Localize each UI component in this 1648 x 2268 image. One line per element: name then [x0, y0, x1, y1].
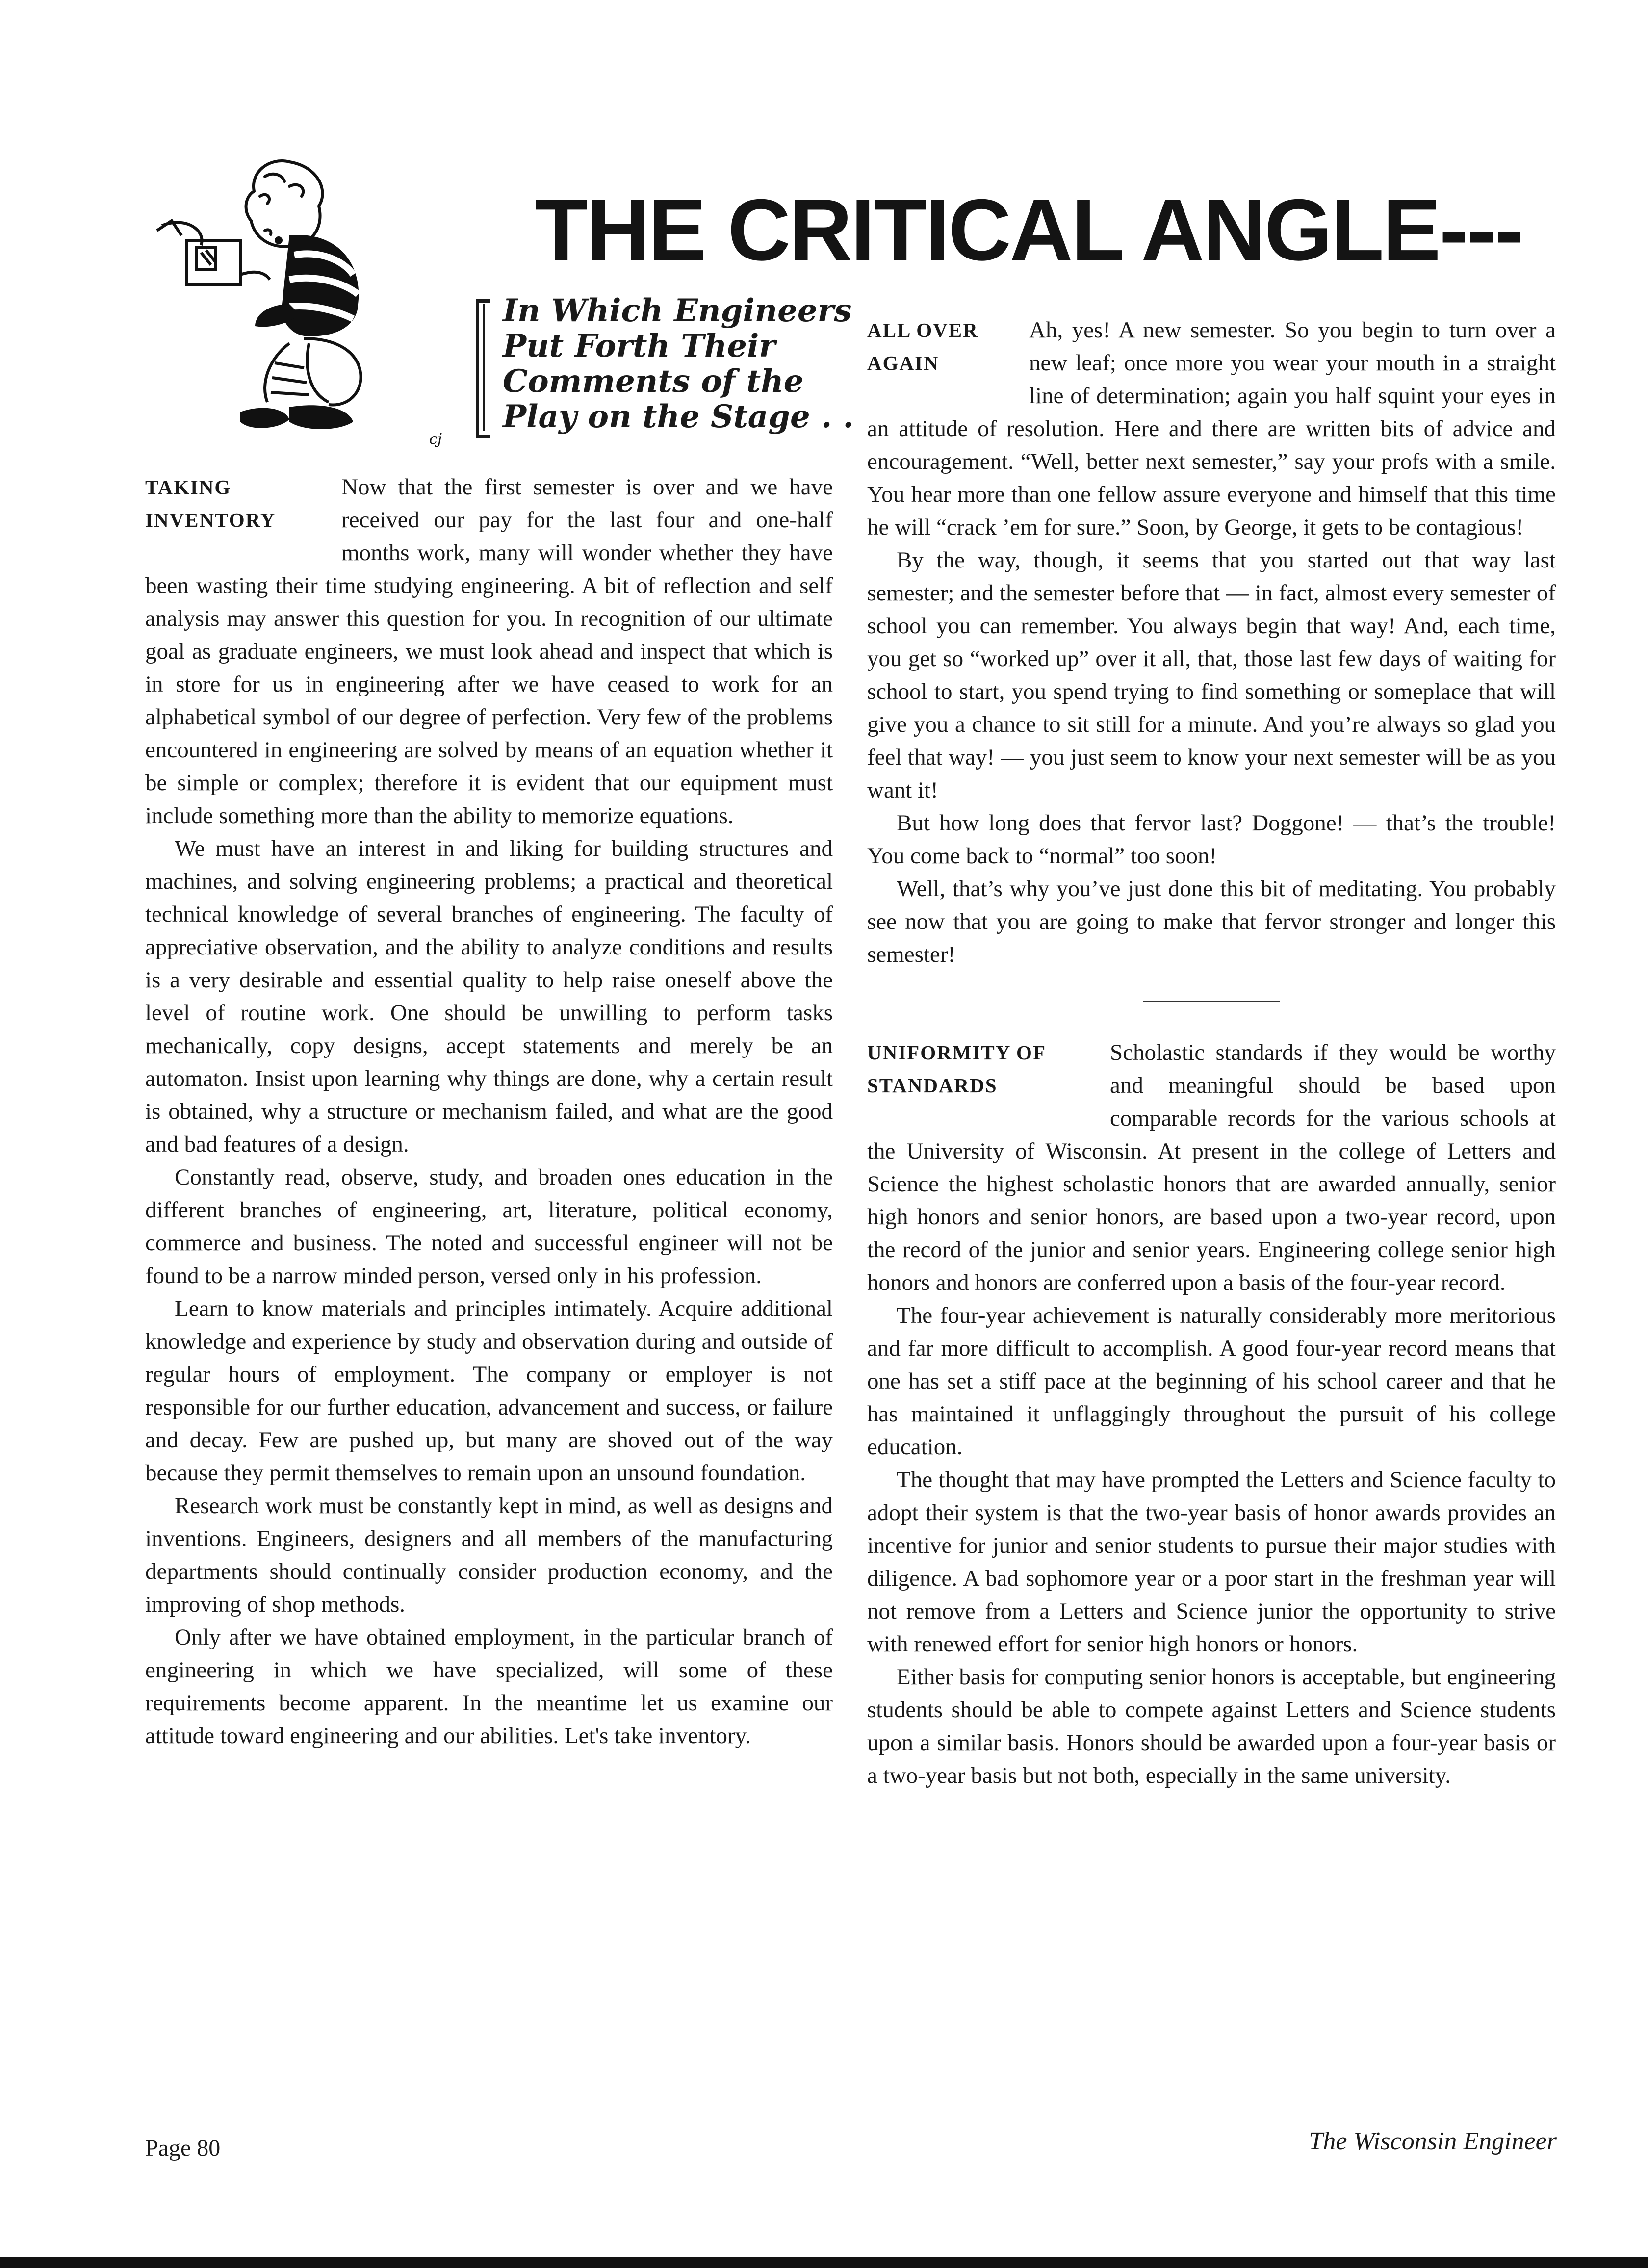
- paragraph: Learn to know materials and principles intimately. Acquire additional knowledge and experience by study and observation during and outside of regular hours of employment. The company or employer is not responsible for our further education, advancement and success, or failure and decay. Few are pushed up, but many are shoved out of the way because they permit themselves to remain upon an unsound foundation.: [145, 1296, 833, 1486]
- subtitle-line: Comments of the: [503, 363, 804, 400]
- heading-line: TAKING: [145, 476, 232, 498]
- paragraph: Well, that’s why you’ve just done this bit of meditating. You probably see now that you are going to make that fervor stronger and longer this semester!: [867, 876, 1556, 967]
- subtitle-line: Put Forth Their: [503, 328, 776, 364]
- subtitle-line: In Which Engineers: [503, 292, 852, 329]
- publication-name: The Wisconsin Engineer: [1309, 2127, 1557, 2155]
- typist-mascot-illustration: [142, 157, 456, 451]
- heading-line: UNIFORMITY OF: [867, 1041, 1046, 1064]
- paragraph: Research work must be constantly kept in mind, as well as designs and inventions. Engineers, designers and all members of the manufacturing departments should continually consider production economy, and the improving of shop methods.: [145, 1493, 833, 1617]
- uniformity-section: [867, 1036, 1556, 1792]
- heading-line: AGAIN: [867, 352, 939, 374]
- page-number: Page 80: [145, 2135, 221, 2161]
- typist-mascot-icon: [142, 157, 456, 451]
- heading-line: INVENTORY: [145, 509, 276, 531]
- section-heading-all-over-again: [867, 314, 1029, 412]
- paragraph: Scholastic standards if they would be worthy and meaningful should be based upon comparable records for the various schools at the University of Wisconsin. At present in the college of Letters and Science the highest scholastic honors that are awarded annually, senior high honors and senior honors, are based upon a two-year record, upon the record of the junior and senior years. Engineering college senior high honors and honors are conferred upon a basis of the four-year record.: [867, 1040, 1556, 1295]
- left-column: [145, 471, 833, 1753]
- bottom-edge-bar: [0, 2257, 1648, 2268]
- section-heading-uniformity: [867, 1036, 1110, 1134]
- artist-mark: cj: [429, 431, 442, 448]
- paragraph: Ah, yes! A new semester. So you begin to turn over a new leaf; once more you wear your mouth in a straight line of determination; again you half squint your eyes in an attitude of resolution. Here and there are written bits of advice and encouragement. “Well, better next semester,” say your profs with a smile. You hear more than one fellow assure everyone and himself that this time he will “crack ’em for sure.” Soon, by George, it gets to be contagious!: [867, 317, 1556, 540]
- bracket-inner-decoration: [483, 304, 489, 431]
- page-title: THE CRITICAL ANGLE---: [535, 181, 1522, 279]
- paragraph: Either basis for computing senior honors is acceptable, but engineering students should be able to compete against Letters and Science students upon a similar basis. Honors should be awarded upon a four-year basis or a two-year basis but not both, especially in the same university.: [867, 1664, 1556, 1788]
- subtitle-line: Play on the Stage . .: [503, 398, 854, 435]
- section-divider: [1143, 1001, 1280, 1002]
- right-column: [867, 314, 1556, 1792]
- paragraph: The thought that may have prompted the Letters and Science faculty to adopt their system is that the two-year basis of honor awards provides an incentive for junior and senior students to pursue their major studies with diligence. A bad sophomore year or a poor start in the freshman year will not remove from a Letters and Science junior the opportunity to strive with renewed effort for senior high honors or honors.: [867, 1467, 1556, 1657]
- paragraph: By the way, though, it seems that you started out that way last semester; and the semester before that — in fact, almost every semester of school you can remember. You always begin that way! And, each time, you get so “worked up” over it all, that, those last few days of waiting for school to start, you spend trying to find something or someplace that will give you a chance to sit still for a minute. And you’re always so glad you feel that way! — you just seem to know your next semester will be as you want it!: [867, 547, 1556, 803]
- paragraph: But how long does that fervor last? Doggone! — that’s the trouble! You come back to “normal” too soon!: [867, 810, 1556, 869]
- paragraph: Only after we have obtained employment, in the particular branch of engineering in which we have specialized, will some of these requirements become apparent. In the meantime let us examine our attitude toward engineering and our abilities. Let's take inventory.: [145, 1624, 833, 1749]
- paragraph: We must have an interest in and liking for building structures and machines, and solving engineering problems; a practical and theoretical technical knowledge of several branches of engineering. The faculty of appreciative observation, and the ability to analyze conditions and results is a very desirable and essential quality to help raise oneself above the level of routine work. One should be unwilling to perform tasks mechanically, copy designs, accept statements and merely be an automaton. Insist upon learning why things are done, why a certain result is obtained, why a structure or mechanism failed, and what are the good and bad features of a design.: [145, 836, 833, 1157]
- paragraph: Now that the first semester is over and we have received our pay for the last four and one-half months work, many will wonder whether they have been wasting their time studying engineering. A bit of reflection and self analysis may answer this question for you. In recognition of our ultimate goal as graduate engineers, we must look ahead and inspect that which is in store for us in engineering after we have ceased to work for an alphabetical symbol of our degree of perfection. Very few of the problems encountered in engineering are solved by means of an equation whether it be simple or complex; therefore it is evident that our equipment must include something more than the ability to memorize equations.: [145, 474, 833, 828]
- heading-line: ALL OVER: [867, 319, 978, 341]
- paragraph: Constantly read, observe, study, and broaden ones education in the different branches of engineering, art, literature, political economy, commerce and business. The noted and successful engineer will not be found to be a narrow minded person, versed only in his profession.: [145, 1164, 833, 1289]
- section-heading-taking-inventory: [145, 471, 341, 569]
- paragraph: The four-year achievement is naturally considerably more meritorious and far more difficult to accomplish. A good four-year record means that one has set a stiff pace at the beginning of his school career and that he has maintained it unflaggingly throughout the pursuit of his college education.: [867, 1303, 1556, 1460]
- heading-line: STANDARDS: [867, 1074, 998, 1097]
